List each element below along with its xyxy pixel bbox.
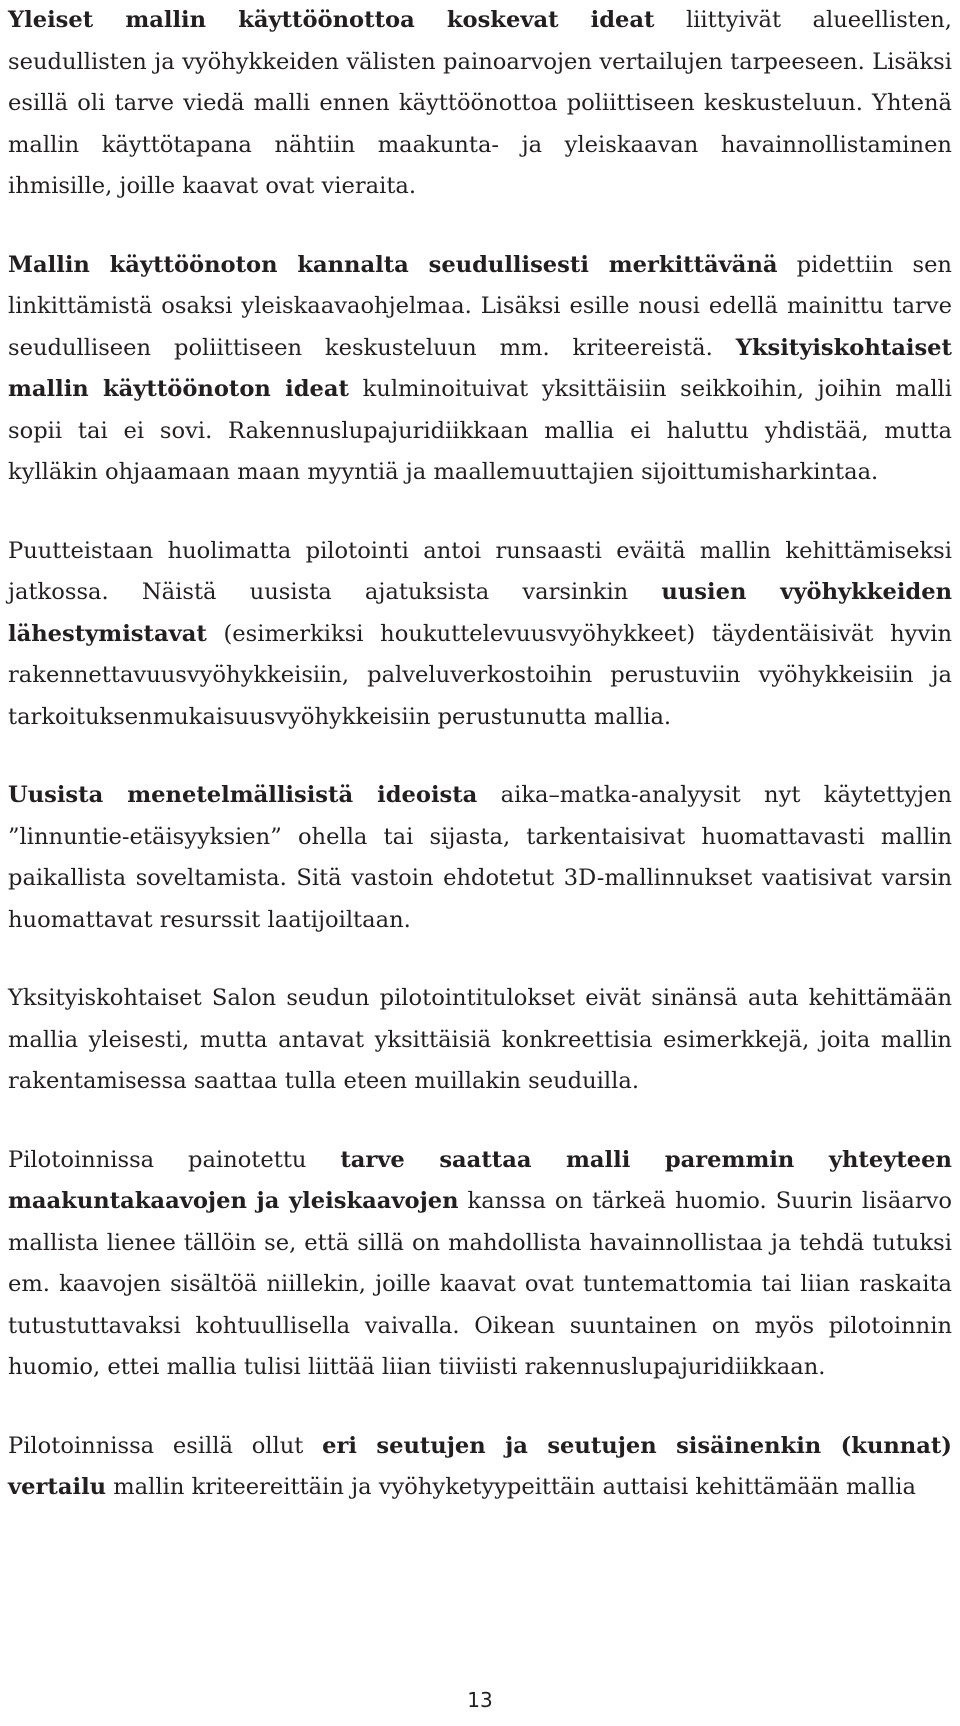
text-run: pidettiin sen linkittämistä osaksi yleiskaavaohjelmaa. Lisäksi esille nousi edellä mainittu tarve seudulliseen poliittiseen keskusteluun mm. kriteereistä.: [8, 251, 952, 361]
document-page: [8, 0, 952, 1509]
text-run: liittyivät alueellisten, seudullisten ja vyöhykkeiden välisten painoarvojen vertailujen tarpeeseen. Lisäksi esillä oli tarve viedä malli ennen käyttöönottoa poliittiseen keskusteluun. Yhtenä mallin käyttötapana nähtiin maakunta- ja yleiskaavan havainnollistaminen ihmisille, joille kaavat ovat vieraita.: [8, 7, 952, 199]
page-number: 13: [467, 1688, 493, 1712]
bold-phrase: eri seutujen ja seutujen sisäinenkin (kunnat) vertailu: [8, 1432, 952, 1500]
paragraph-planning-connection: [8, 1140, 952, 1389]
text-run: Pilotoinnissa painotettu: [8, 1146, 341, 1173]
paragraph-methodological-ideas: [8, 775, 952, 941]
bold-phrase: tarve saattaa malli paremmin yhteyteen maakuntakaavojen ja yleiskaavojen: [8, 1146, 952, 1214]
text-run: aika–matka-analyysit nyt käytettyjen ”linnuntie-etäisyyksien” ohella tai sijasta, tarkentaisivat huomattavasti mallin paikallista soveltamista. Sitä vastoin ehdotetut 3D-mallinnukset vaatisivat varsin huomattavat resurssit laatijoiltaan.: [8, 782, 952, 933]
paragraph-salo-results: [8, 978, 952, 1103]
text-run: mallin kriteereittäin ja vyöhyketyypeittäin auttaisi kehittämään mallia: [106, 1474, 917, 1500]
bold-phrase: Mallin käyttöönoton kannalta seudullisesti merkittävänä: [8, 251, 778, 278]
bold-phrase: uusien vyöhykkeiden lähestymistavat: [8, 579, 952, 647]
text-run: (esimerkiksi houkuttelevuusvyöhykkeet) täydentäisivät hyvin rakennettavuusvyöhykkeisiin, palveluverkostoihin perustuviin vyöhykkeisiin ja tarkoituksenmukaisuusvyöhykkeisiin perustunutta mallia.: [8, 620, 952, 730]
paragraph-new-zones: [8, 531, 952, 739]
text-run: Yksityiskohtaiset Salon seudun pilotointitulokset eivät sinänsä auta kehittämään mallia yleisesti, mutta antavat yksittäisiä konkreettisia esimerkkejä, joita mallin rakentamisessa saattaa tulla eteen muillakin seuduilla.: [8, 985, 952, 1094]
text-run: kanssa on tärkeä huomio. Suurin lisäarvo mallista lienee tällöin se, että sillä on mahdollista havainnollistaa ja tehdä tutuksi em. kaavojen sisältöä niillekin, joille kaavat ovat tuntemattomia tai liian raskaita tutustuttavaksi kohtuullisella vaivalla. Oikean suuntainen on myös pilotoinnin huomio, ettei mallia tulisi liittää liian tiiviisti rakennuslupajuridiikkaan.: [8, 1188, 953, 1380]
text-run: Pilotoinnissa esillä ollut: [8, 1432, 323, 1459]
paragraph-regional-comparison: [8, 1426, 952, 1509]
bold-phrase: Uusista menetelmällisistä ideoista: [8, 782, 478, 808]
paragraph-regional-significance: [8, 245, 952, 494]
text-run: Puutteistaan huolimatta pilotointi antoi runsaasti eväitä mallin kehittämiseksi jatkossa. Näistä uusista ajatuksista varsinkin: [8, 537, 952, 605]
bold-phrase: Yleiset mallin käyttöönottoa koskevat ideat: [8, 7, 655, 33]
text-run: kulminoituivat yksittäisiin seikkoihin, joihin malli sopii tai ei sovi. Rakennuslupajuridiikkaan mallia ei haluttu yhdistää, mutta kylläkin ohjaamaan maan myyntiä ja maallemuuttajien sijoittumisharkintaa.: [8, 376, 952, 485]
bold-phrase: Yksityiskohtaiset mallin käyttöönoton ideat: [8, 334, 952, 402]
paragraph-general-ideas: [8, 0, 952, 208]
